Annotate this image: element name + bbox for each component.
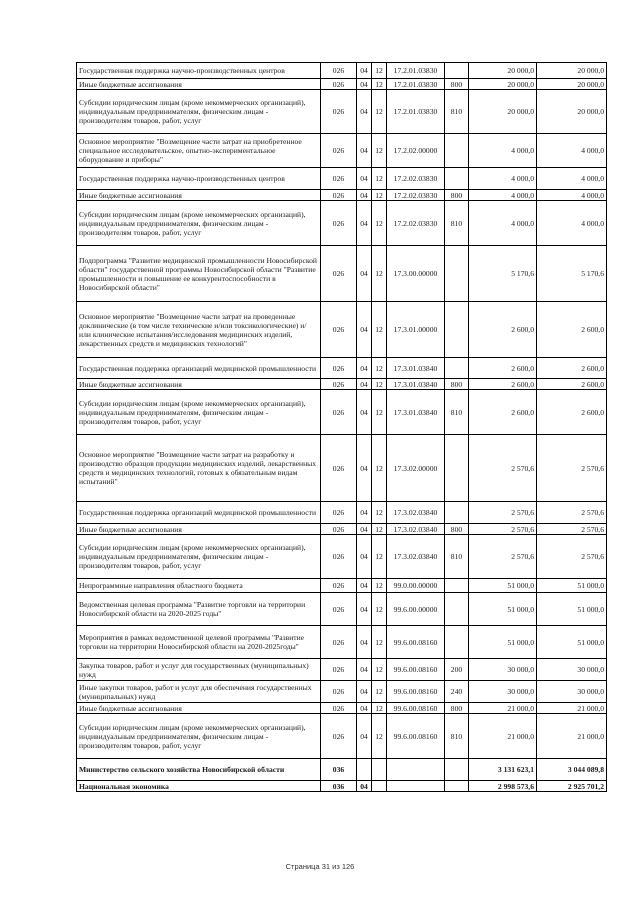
row-amount-year2: 51 000,0 bbox=[537, 579, 607, 593]
row-expense-type: 200 bbox=[445, 659, 469, 681]
row-expense-type: 800 bbox=[445, 524, 469, 535]
row-section-code: 04 bbox=[357, 379, 372, 390]
row-section-code: 04 bbox=[357, 714, 372, 759]
row-expense-type bbox=[445, 759, 469, 781]
row-name: Иные бюджетные ассигнования bbox=[77, 190, 321, 201]
row-amount-year1: 51 000,0 bbox=[469, 626, 537, 659]
row-amount-year1: 30 000,0 bbox=[469, 681, 537, 703]
row-target-article bbox=[387, 781, 445, 792]
row-target-article: 17.3.02.03840 bbox=[387, 502, 445, 524]
table-row bbox=[77, 79, 607, 90]
row-name: Субсидии юридическим лицам (кроме некоммерческих организаций), индивидуальным предпринимателям, физическим лицам - производителям товаров, работ, услуг bbox=[77, 535, 321, 579]
row-amount-year2: 2 600,0 bbox=[537, 379, 607, 390]
row-target-article: 99.6.00.00000 bbox=[387, 593, 445, 626]
row-name: Основное мероприятие "Возмещение части затрат на приобретенное специальное исследовательское, опытно-экспериментальное оборудование и приборы" bbox=[77, 134, 321, 168]
table-row bbox=[77, 134, 607, 168]
row-name: Подпрограмма "Развитие медицинской промышленности Новосибирской области" государственной программы Новосибирской области "Развитие промышленности и повышение ее конкурентоспособности в Новосибирской области" bbox=[77, 246, 321, 302]
row-subsection-code: 12 bbox=[372, 535, 387, 579]
row-amount-year2: 4 000,0 bbox=[537, 134, 607, 168]
row-expense-type: 800 bbox=[445, 190, 469, 201]
row-amount-year2: 20 000,0 bbox=[537, 63, 607, 79]
row-subsection-code: 12 bbox=[372, 681, 387, 703]
row-section-code: 04 bbox=[357, 659, 372, 681]
row-amount-year2: 2 600,0 bbox=[537, 302, 607, 358]
row-section-code: 04 bbox=[357, 626, 372, 659]
row-amount-year2: 4 000,0 bbox=[537, 201, 607, 246]
row-amount-year2: 2 925 701,2 bbox=[537, 781, 607, 792]
row-ved-code: 026 bbox=[321, 302, 357, 358]
row-subsection-code: 12 bbox=[372, 435, 387, 502]
row-name: Государственная поддержка научно-производственных центров bbox=[77, 63, 321, 79]
row-name: Государственная поддержка организаций медицинской промышленности bbox=[77, 358, 321, 379]
row-amount-year1: 4 000,0 bbox=[469, 201, 537, 246]
row-expense-type bbox=[445, 168, 469, 190]
row-name: Национальная экономика bbox=[77, 781, 321, 792]
row-subsection-code: 12 bbox=[372, 659, 387, 681]
table-row bbox=[77, 593, 607, 626]
row-ved-code: 026 bbox=[321, 79, 357, 90]
row-target-article: 17.3.01.00000 bbox=[387, 302, 445, 358]
row-section-code: 04 bbox=[357, 524, 372, 535]
row-subsection-code: 12 bbox=[372, 302, 387, 358]
row-amount-year1: 20 000,0 bbox=[469, 79, 537, 90]
row-target-article: 99.6.00.08160 bbox=[387, 703, 445, 714]
row-name: Государственная поддержка организаций медицинской промышленности bbox=[77, 502, 321, 524]
row-subsection-code: 12 bbox=[372, 168, 387, 190]
row-amount-year2: 2 600,0 bbox=[537, 390, 607, 435]
row-target-article: 99.6.00.08160 bbox=[387, 681, 445, 703]
row-ved-code: 026 bbox=[321, 579, 357, 593]
row-expense-type: 810 bbox=[445, 714, 469, 759]
table-row bbox=[77, 435, 607, 502]
table-row bbox=[77, 379, 607, 390]
row-target-article: 17.2.01.03830 bbox=[387, 90, 445, 134]
row-target-article: 99.6.00.08160 bbox=[387, 626, 445, 659]
row-ved-code: 026 bbox=[321, 379, 357, 390]
row-section-code: 04 bbox=[357, 90, 372, 134]
row-amount-year1: 51 000,0 bbox=[469, 593, 537, 626]
row-subsection-code: 12 bbox=[372, 358, 387, 379]
row-subsection-code: 12 bbox=[372, 714, 387, 759]
row-target-article bbox=[387, 759, 445, 781]
row-expense-type bbox=[445, 358, 469, 379]
row-expense-type bbox=[445, 134, 469, 168]
row-section-code: 04 bbox=[357, 390, 372, 435]
row-expense-type bbox=[445, 302, 469, 358]
row-amount-year2: 21 000,0 bbox=[537, 714, 607, 759]
row-expense-type: 810 bbox=[445, 90, 469, 134]
table-row bbox=[77, 390, 607, 435]
row-amount-year1: 21 000,0 bbox=[469, 714, 537, 759]
row-expense-type: 240 bbox=[445, 681, 469, 703]
row-amount-year2: 30 000,0 bbox=[537, 681, 607, 703]
row-section-code: 04 bbox=[357, 435, 372, 502]
row-target-article: 17.2.02.03830 bbox=[387, 201, 445, 246]
row-ved-code: 036 bbox=[321, 781, 357, 792]
row-ved-code: 026 bbox=[321, 659, 357, 681]
row-name: Субсидии юридическим лицам (кроме некоммерческих организаций), индивидуальным предпринимателям, физическим лицам - производителям товаров, работ, услуг bbox=[77, 201, 321, 246]
row-amount-year1: 30 000,0 bbox=[469, 659, 537, 681]
row-name: Основное мероприятие "Возмещение части затрат на разработку и производство образцов продукции медицинских изделий, лекарственных средств и медицинских технологий, готовых к обязательным видам испытаний" bbox=[77, 435, 321, 502]
row-name: Субсидии юридическим лицам (кроме некоммерческих организаций), индивидуальным предпринимателям, физическим лицам - производителям товаров, работ, услуг bbox=[77, 90, 321, 134]
row-subsection-code: 12 bbox=[372, 190, 387, 201]
table-row bbox=[77, 168, 607, 190]
row-ved-code: 026 bbox=[321, 626, 357, 659]
row-target-article: 17.2.02.03830 bbox=[387, 190, 445, 201]
row-ved-code: 026 bbox=[321, 358, 357, 379]
row-section-code: 04 bbox=[357, 502, 372, 524]
table-row bbox=[77, 302, 607, 358]
row-amount-year2: 2 600,0 bbox=[537, 358, 607, 379]
row-expense-type bbox=[445, 579, 469, 593]
row-subsection-code: 12 bbox=[372, 390, 387, 435]
row-target-article: 17.2.02.00000 bbox=[387, 134, 445, 168]
row-expense-type bbox=[445, 593, 469, 626]
budget-table-body bbox=[77, 63, 607, 792]
row-amount-year1: 5 170,6 bbox=[469, 246, 537, 302]
row-expense-type: 800 bbox=[445, 703, 469, 714]
row-ved-code: 036 bbox=[321, 759, 357, 781]
page-footer: Страница 31 из 126 bbox=[285, 862, 355, 871]
row-amount-year1: 21 000,0 bbox=[469, 703, 537, 714]
row-ved-code: 026 bbox=[321, 134, 357, 168]
row-ved-code: 026 bbox=[321, 703, 357, 714]
row-target-article: 17.3.01.03840 bbox=[387, 379, 445, 390]
row-expense-type: 800 bbox=[445, 379, 469, 390]
row-ved-code: 026 bbox=[321, 190, 357, 201]
table-row bbox=[77, 681, 607, 703]
row-name: Иные бюджетные ассигнования bbox=[77, 79, 321, 90]
row-section-code: 04 bbox=[357, 302, 372, 358]
row-subsection-code: 12 bbox=[372, 63, 387, 79]
row-subsection-code: 12 bbox=[372, 626, 387, 659]
table-row bbox=[77, 201, 607, 246]
row-section-code: 04 bbox=[357, 246, 372, 302]
row-name: Субсидии юридическим лицам (кроме некоммерческих организаций), индивидуальным предпринимателям, физическим лицам - производителям товаров, работ, услуг bbox=[77, 390, 321, 435]
row-ved-code: 026 bbox=[321, 714, 357, 759]
row-amount-year2: 20 000,0 bbox=[537, 79, 607, 90]
row-name: Иные закупки товаров, работ и услуг для обеспечения государственных (муниципальных) нужд bbox=[77, 681, 321, 703]
row-target-article: 17.3.02.00000 bbox=[387, 435, 445, 502]
row-name: Субсидии юридическим лицам (кроме некоммерческих организаций), индивидуальным предпринимателям, физическим лицам - производителям товаров, работ, услуг bbox=[77, 714, 321, 759]
table-row bbox=[77, 358, 607, 379]
row-name: Закупка товаров, работ и услуг для государственных (муниципальных) нужд bbox=[77, 659, 321, 681]
row-ved-code: 026 bbox=[321, 535, 357, 579]
table-row bbox=[77, 659, 607, 681]
row-section-code: 04 bbox=[357, 781, 372, 792]
row-ved-code: 026 bbox=[321, 90, 357, 134]
row-amount-year1: 4 000,0 bbox=[469, 134, 537, 168]
row-amount-year1: 2 600,0 bbox=[469, 390, 537, 435]
row-amount-year1: 2 600,0 bbox=[469, 302, 537, 358]
row-section-code: 04 bbox=[357, 79, 372, 90]
row-expense-type bbox=[445, 626, 469, 659]
row-section-code: 04 bbox=[357, 134, 372, 168]
row-subsection-code: 12 bbox=[372, 201, 387, 246]
row-section-code: 04 bbox=[357, 593, 372, 626]
budget-table bbox=[76, 62, 607, 792]
row-name: Ведомственная целевая программа "Развитие торговли на территории Новосибирской области на 2020-2025 годы" bbox=[77, 593, 321, 626]
row-amount-year2: 5 170,6 bbox=[537, 246, 607, 302]
row-target-article: 17.3.00.00000 bbox=[387, 246, 445, 302]
row-subsection-code: 12 bbox=[372, 90, 387, 134]
row-amount-year2: 21 000,0 bbox=[537, 703, 607, 714]
row-amount-year1: 3 131 623,1 bbox=[469, 759, 537, 781]
row-subsection-code: 12 bbox=[372, 703, 387, 714]
row-ved-code: 026 bbox=[321, 168, 357, 190]
row-target-article: 17.2.01.03830 bbox=[387, 63, 445, 79]
row-target-article: 99.0.00.00000 bbox=[387, 579, 445, 593]
table-row bbox=[77, 703, 607, 714]
row-amount-year1: 4 000,0 bbox=[469, 168, 537, 190]
row-target-article: 17.3.02.03840 bbox=[387, 524, 445, 535]
row-amount-year2: 2 570,6 bbox=[537, 535, 607, 579]
row-section-code: 04 bbox=[357, 358, 372, 379]
row-section-code: 04 bbox=[357, 535, 372, 579]
row-expense-type bbox=[445, 435, 469, 502]
row-amount-year1: 2 570,6 bbox=[469, 435, 537, 502]
row-target-article: 99.6.00.08160 bbox=[387, 714, 445, 759]
row-section-code: 04 bbox=[357, 201, 372, 246]
table-row bbox=[77, 535, 607, 579]
row-name: Иные бюджетные ассигнования bbox=[77, 703, 321, 714]
table-row bbox=[77, 781, 607, 792]
row-amount-year1: 2 600,0 bbox=[469, 358, 537, 379]
table-row bbox=[77, 759, 607, 781]
row-subsection-code: 12 bbox=[372, 524, 387, 535]
row-ved-code: 026 bbox=[321, 246, 357, 302]
row-amount-year1: 2 600,0 bbox=[469, 379, 537, 390]
row-expense-type bbox=[445, 246, 469, 302]
row-name: Государственная поддержка научно-производственных центров bbox=[77, 168, 321, 190]
table-row bbox=[77, 246, 607, 302]
row-name: Непрограммные направления областного бюджета bbox=[77, 579, 321, 593]
row-expense-type bbox=[445, 502, 469, 524]
row-section-code: 04 bbox=[357, 190, 372, 201]
row-name: Мероприятия в рамках ведомственной целевой программы "Развитие торговли на территории Новосибирской области на 2020-2025годы" bbox=[77, 626, 321, 659]
row-amount-year2: 51 000,0 bbox=[537, 593, 607, 626]
row-expense-type: 810 bbox=[445, 390, 469, 435]
row-amount-year2: 30 000,0 bbox=[537, 659, 607, 681]
row-amount-year2: 4 000,0 bbox=[537, 190, 607, 201]
row-target-article: 99.6.00.08160 bbox=[387, 659, 445, 681]
row-name: Министерство сельского хозяйства Новосибирской области bbox=[77, 759, 321, 781]
table-row bbox=[77, 524, 607, 535]
row-amount-year1: 20 000,0 bbox=[469, 90, 537, 134]
table-row bbox=[77, 579, 607, 593]
row-ved-code: 026 bbox=[321, 201, 357, 246]
table-row bbox=[77, 63, 607, 79]
row-subsection-code: 12 bbox=[372, 579, 387, 593]
row-subsection-code bbox=[372, 759, 387, 781]
row-amount-year2: 2 570,6 bbox=[537, 524, 607, 535]
table-row bbox=[77, 502, 607, 524]
row-section-code: 04 bbox=[357, 579, 372, 593]
row-amount-year1: 4 000,0 bbox=[469, 190, 537, 201]
row-amount-year2: 3 044 089,8 bbox=[537, 759, 607, 781]
row-section-code: 04 bbox=[357, 703, 372, 714]
table-row bbox=[77, 626, 607, 659]
row-ved-code: 026 bbox=[321, 390, 357, 435]
row-subsection-code: 12 bbox=[372, 79, 387, 90]
row-target-article: 17.3.01.03840 bbox=[387, 390, 445, 435]
row-subsection-code: 12 bbox=[372, 502, 387, 524]
row-target-article: 17.2.01.03830 bbox=[387, 79, 445, 90]
table-row bbox=[77, 190, 607, 201]
row-name: Иные бюджетные ассигнования bbox=[77, 524, 321, 535]
row-section-code: 04 bbox=[357, 168, 372, 190]
table-row bbox=[77, 714, 607, 759]
row-expense-type bbox=[445, 63, 469, 79]
row-amount-year1: 2 570,6 bbox=[469, 502, 537, 524]
row-ved-code: 026 bbox=[321, 593, 357, 626]
row-name: Иные бюджетные ассигнования bbox=[77, 379, 321, 390]
row-ved-code: 026 bbox=[321, 63, 357, 79]
row-name: Основное мероприятие "Возмещение части затрат на проведенные доклинические (в том числе технические и/или токсикологические) и/или клинические испытания/исследования медицинских изделий, лекарственных средств и медицинских технологий" bbox=[77, 302, 321, 358]
row-amount-year2: 2 570,6 bbox=[537, 435, 607, 502]
row-amount-year2: 2 570,6 bbox=[537, 502, 607, 524]
row-subsection-code bbox=[372, 781, 387, 792]
row-expense-type: 800 bbox=[445, 79, 469, 90]
row-amount-year1: 2 570,6 bbox=[469, 535, 537, 579]
row-section-code: 04 bbox=[357, 681, 372, 703]
row-subsection-code: 12 bbox=[372, 246, 387, 302]
row-expense-type: 810 bbox=[445, 535, 469, 579]
row-target-article: 17.2.02.03830 bbox=[387, 168, 445, 190]
row-amount-year2: 20 000,0 bbox=[537, 90, 607, 134]
row-ved-code: 026 bbox=[321, 502, 357, 524]
row-expense-type bbox=[445, 781, 469, 792]
row-amount-year1: 51 000,0 bbox=[469, 579, 537, 593]
row-expense-type: 810 bbox=[445, 201, 469, 246]
row-amount-year2: 4 000,0 bbox=[537, 168, 607, 190]
row-subsection-code: 12 bbox=[372, 134, 387, 168]
row-ved-code: 026 bbox=[321, 524, 357, 535]
row-amount-year1: 2 570,6 bbox=[469, 524, 537, 535]
row-amount-year1: 20 000,0 bbox=[469, 63, 537, 79]
row-ved-code: 026 bbox=[321, 681, 357, 703]
row-section-code: 04 bbox=[357, 63, 372, 79]
row-amount-year1: 2 998 573,6 bbox=[469, 781, 537, 792]
table-row bbox=[77, 90, 607, 134]
row-target-article: 17.3.02.03840 bbox=[387, 535, 445, 579]
row-subsection-code: 12 bbox=[372, 379, 387, 390]
row-ved-code: 026 bbox=[321, 435, 357, 502]
row-section-code bbox=[357, 759, 372, 781]
row-target-article: 17.3.01.03840 bbox=[387, 358, 445, 379]
row-amount-year2: 51 000,0 bbox=[537, 626, 607, 659]
row-subsection-code: 12 bbox=[372, 593, 387, 626]
